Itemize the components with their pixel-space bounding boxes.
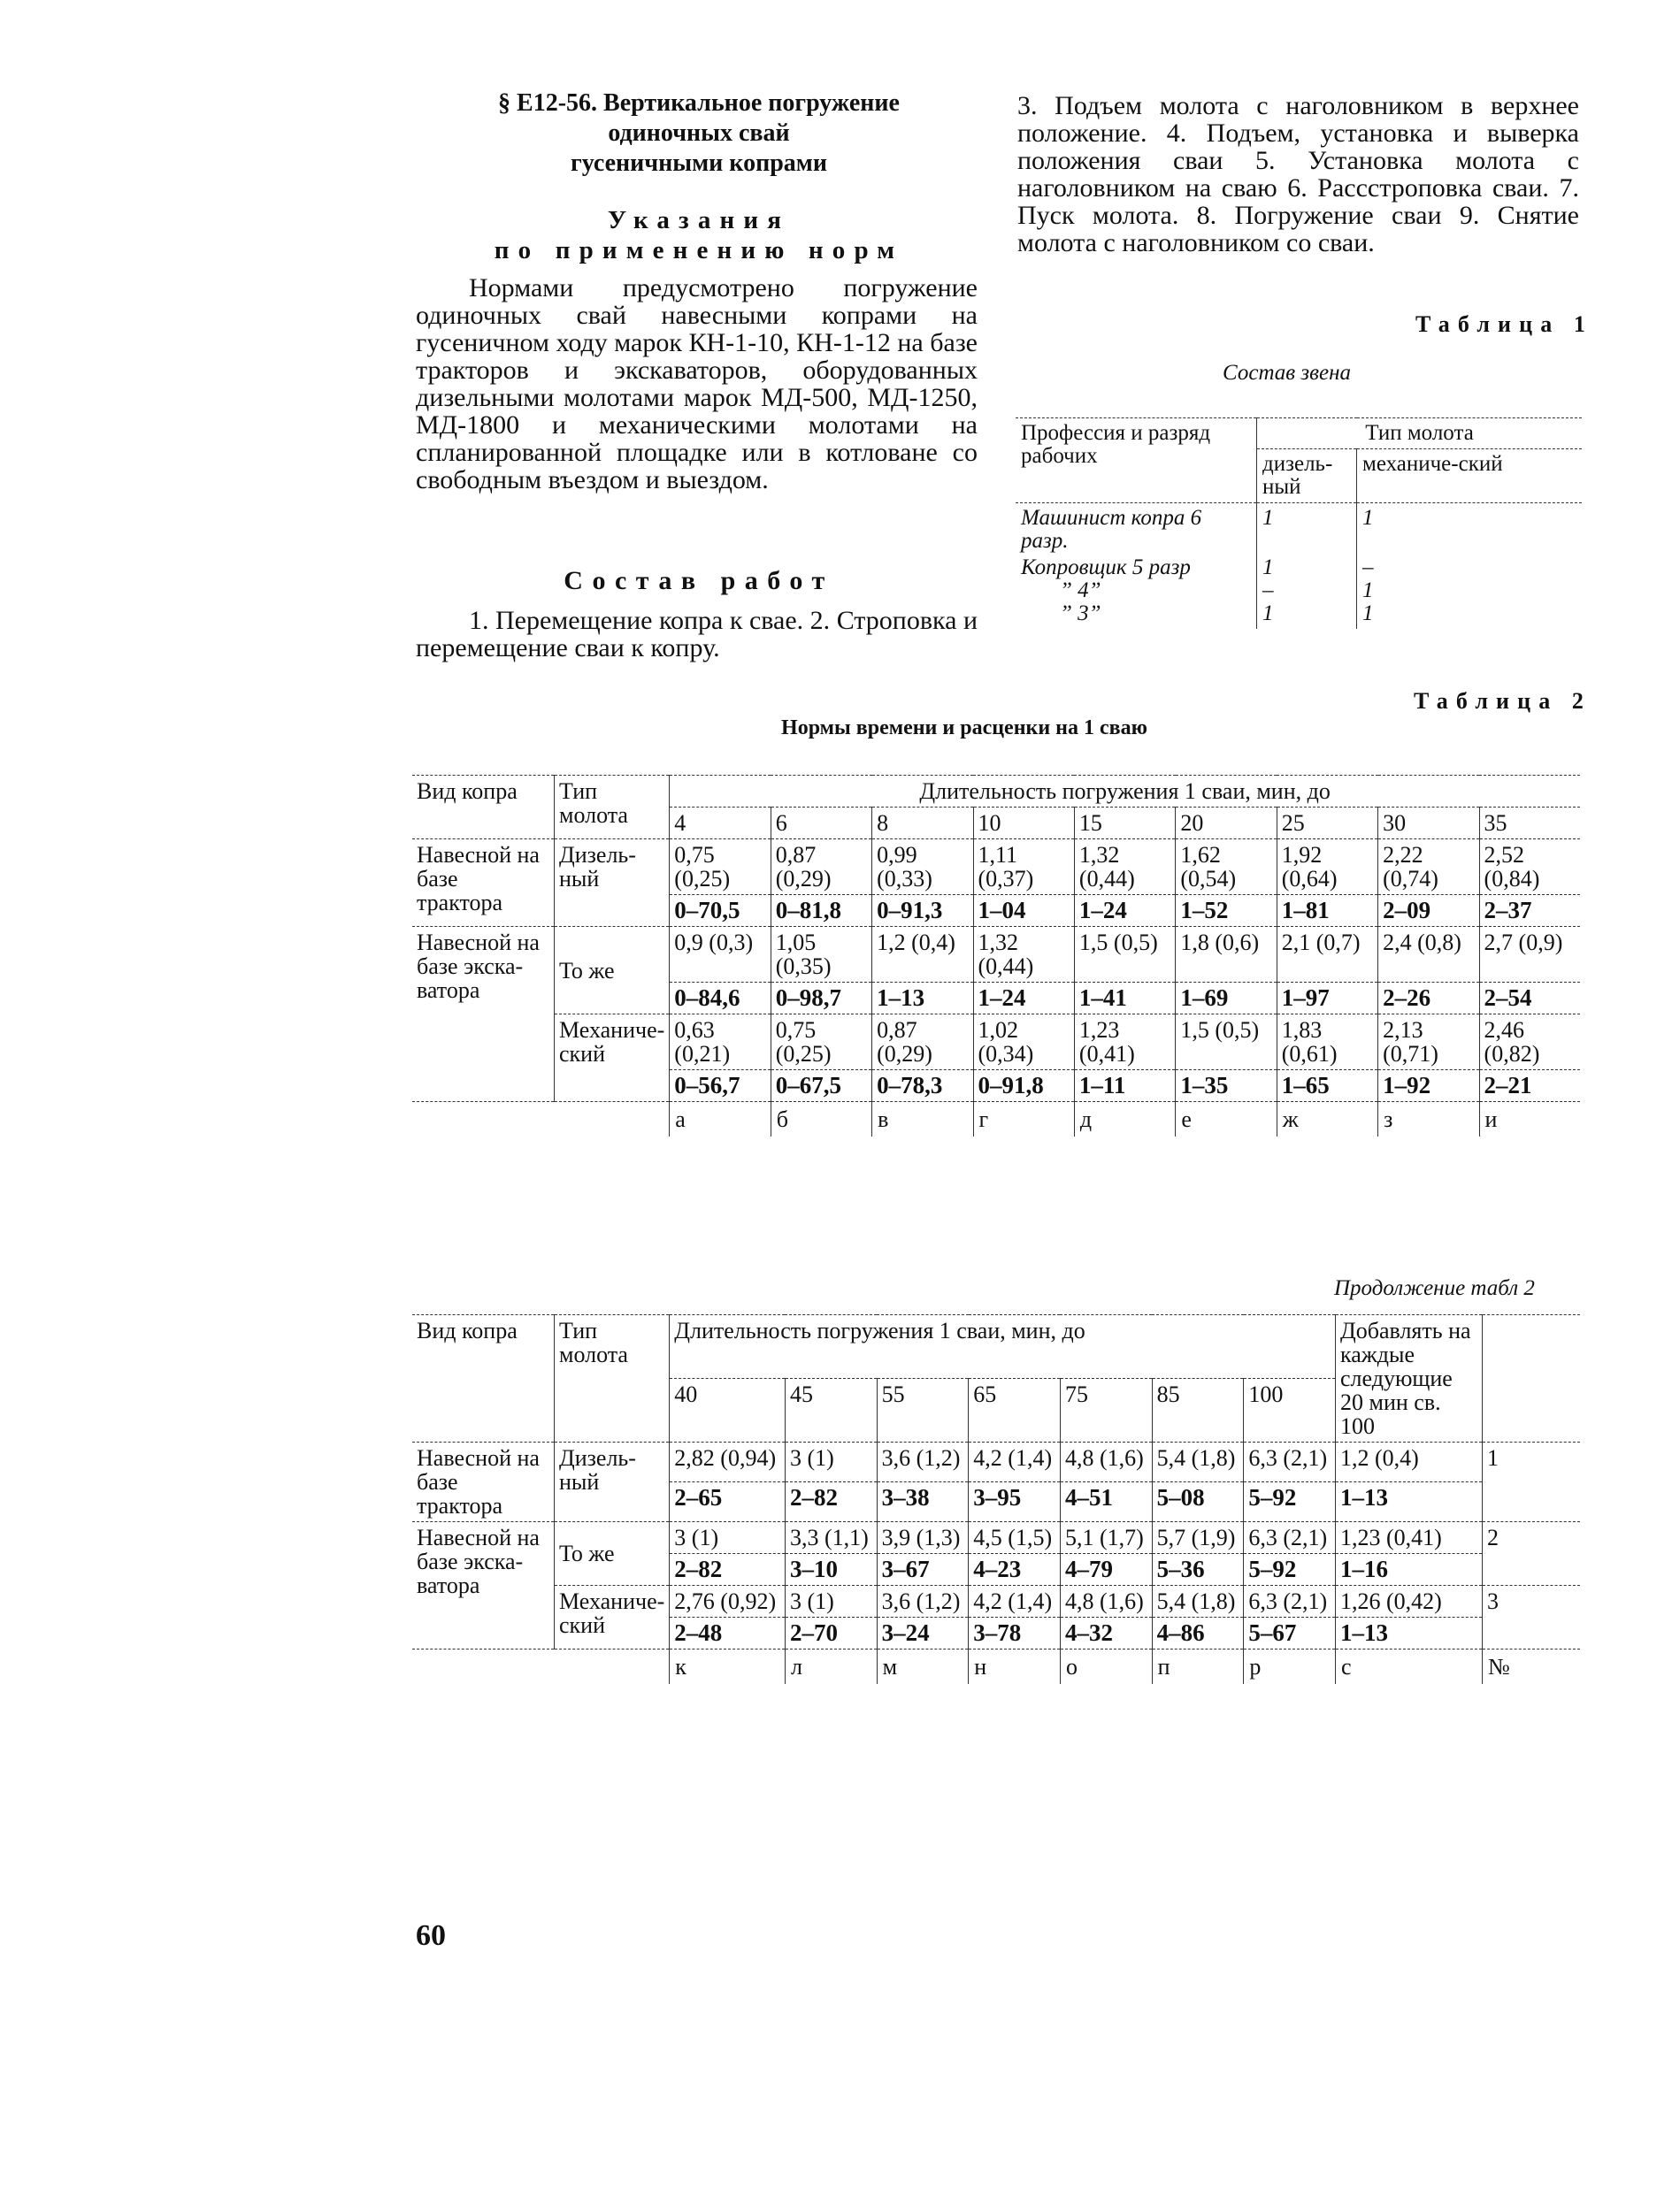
table1-row-mech: – (1357, 556, 1583, 579)
table2b-row-number: 3 (1483, 1586, 1581, 1649)
table2b-header-duration: Длительность погружения 1 сваи, мин, до (670, 1315, 1336, 1379)
table2b-rate-cell: 2–82 (670, 1554, 786, 1586)
table1-header-mech: механиче-ский (1357, 449, 1583, 503)
table2b-continuation-label: Продолжение табл 2 (1334, 1276, 1535, 1300)
table2-norm-cell: 1,02 (0,34) (973, 1014, 1074, 1070)
table1-label: Таблица 1 (1415, 311, 1593, 337)
table2b-norm-cell: 1,23 (0,41) (1336, 1522, 1483, 1554)
table2-rate-cell: 2–37 (1479, 895, 1580, 927)
table2-norm-cell: 2,46 (0,82) (1479, 1014, 1580, 1070)
table2-rate-cell: 1–97 (1277, 983, 1377, 1014)
table2-rate-cell: 1–81 (1277, 895, 1377, 927)
table2-row-kopr: Навесной на базе экска-ватора (417, 930, 540, 1003)
table2-header-kopr: Вид копра (417, 778, 518, 804)
table2b-rate-cell: 3–95 (969, 1482, 1061, 1522)
table2b-rate-cell: 5–92 (1244, 1554, 1336, 1586)
guidance-heading-line2: по применению норм (494, 236, 904, 264)
table2b-norm-cell: 4,8 (1,6) (1060, 1443, 1152, 1482)
table2b (412, 1314, 1580, 1684)
table2-rate-cell: 0–78,3 (872, 1070, 973, 1102)
section-title-line3: гусеничными копрами (571, 149, 827, 177)
table2-letter-cell: в (872, 1102, 973, 1137)
table1 (1016, 417, 1582, 629)
table2-rate-cell: 2–21 (1479, 1070, 1580, 1102)
table2-norm-cell: 1,62 (0,54) (1176, 839, 1277, 895)
table2b-letter-cell: л (785, 1649, 877, 1685)
table2b-letter-cell: н (969, 1649, 1061, 1685)
table1-row-profession: ” 3” (1060, 601, 1101, 625)
table2-rate-cell: 0–91,8 (973, 1070, 1074, 1102)
table2b-norm-cell: 3,6 (1,2) (877, 1586, 969, 1618)
table1-row-profession: Машинист копра 6 разр. (1021, 506, 1202, 553)
table2-letter-cell: а (670, 1102, 771, 1137)
table2b-norm-cell: 5,7 (1,9) (1152, 1522, 1244, 1554)
table2-label: Таблица 2 (1414, 688, 1591, 714)
table2b-rate-cell: 5–92 (1244, 1482, 1336, 1522)
table2b-rate-cell: 3–78 (969, 1618, 1061, 1649)
table2-rate-cell: 0–91,3 (872, 895, 973, 927)
table2-rate-cell: 0–67,5 (771, 1070, 871, 1102)
table2-row-kopr: Навесной на базе трактора (417, 842, 540, 915)
table2-rate-cell: 1–13 (872, 983, 973, 1014)
table2b-letter-cell: к (670, 1649, 786, 1685)
table2b-norm-cell: 3 (1) (670, 1522, 786, 1554)
table2b-rate-cell: 2–70 (785, 1618, 877, 1649)
table2-rate-cell: 1–11 (1074, 1070, 1175, 1102)
table2b-duration-cell: 75 (1060, 1379, 1152, 1443)
table2b-letter-cell: м (877, 1649, 969, 1685)
table2b-norm-cell: 3 (1) (785, 1443, 877, 1482)
table2-letter-cell: з (1378, 1102, 1479, 1137)
table2-rate-cell: 1–52 (1176, 895, 1277, 927)
table2-letter-cell: е (1176, 1102, 1277, 1137)
table2b-duration-cell: 55 (877, 1379, 969, 1443)
table2-norm-cell: 0,99 (0,33) (872, 839, 973, 895)
table2b-rate-cell: 2–82 (785, 1482, 877, 1522)
table2b-norm-cell: 5,4 (1,8) (1152, 1586, 1244, 1618)
table2-norm-cell: 1,11 (0,37) (973, 839, 1074, 895)
table2-rate-cell: 0–84,6 (670, 983, 771, 1014)
table2-duration-cell: 35 (1479, 807, 1580, 839)
table2b-rate-cell: 5–08 (1152, 1482, 1244, 1522)
table2-norm-cell: 1,5 (0,5) (1176, 1014, 1277, 1070)
table2-rate-cell: 0–70,5 (670, 895, 771, 927)
table2b-row-kopr: Навесной на базе экска-ватора (417, 1525, 540, 1598)
page-number: 60 (416, 1919, 446, 1952)
table2b-rate-cell: 1–16 (1336, 1554, 1483, 1586)
table2b-duration-cell: 40 (670, 1379, 786, 1443)
table2-rate-cell: 1–24 (973, 983, 1074, 1014)
table2b-letter-cell: п (1152, 1649, 1244, 1685)
table2-norm-cell: 1,05 (0,35) (771, 927, 871, 983)
table2-duration-cell: 8 (872, 807, 973, 839)
table2b-rate-cell: 3–24 (877, 1618, 969, 1649)
table2b-rate-cell: 1–13 (1336, 1618, 1483, 1649)
table2b-norm-cell: 5,1 (1,7) (1060, 1522, 1152, 1554)
table1-header-diesel: дизель-ный (1257, 449, 1357, 503)
table2b-norm-cell: 4,5 (1,5) (969, 1522, 1061, 1554)
table2-rate-cell: 1–04 (973, 895, 1074, 927)
table2b-rate-cell: 4–32 (1060, 1618, 1152, 1649)
table2-rate-cell: 2–26 (1378, 983, 1479, 1014)
table2b-letters-row (412, 1649, 1580, 1685)
table2-norm-cell: 0,75 (0,25) (670, 839, 771, 895)
table2b-norm-cell: 3 (1) (785, 1586, 877, 1618)
section-title-line2: одиночных свай (608, 119, 790, 147)
table2b-rate-cell: 4–79 (1060, 1554, 1152, 1586)
table2-norm-cell: 0,87 (0,29) (771, 839, 871, 895)
table2-norm-cell: 1,8 (0,6) (1176, 927, 1277, 983)
table1-row-mech: 1 (1357, 602, 1583, 629)
table2-norm-cell: 2,22 (0,74) (1378, 839, 1479, 895)
works-text-right: 3. Подъем молота с наголовником в верхнее положение. 4. Подъем, установка и выверка положения сваи 5. Установка молота с наголовником на сваю 6. Рассстроповка сваи. 7. Пуск молота. 8. Погружение сваи 9. Снятие молота с наголовником со сваи. (1017, 91, 1579, 257)
table2b-norm-cell: 6,3 (2,1) (1244, 1586, 1336, 1618)
section-title (416, 88, 982, 179)
table2-norm-cell: 1,83 (0,61) (1277, 1014, 1377, 1070)
table2b-norm-cell: 1,2 (0,4) (1336, 1443, 1483, 1482)
table2-rate-cell: 1–69 (1176, 983, 1277, 1014)
table2-rate-cell: 1–65 (1277, 1070, 1377, 1102)
table2b-rate-cell: 5–36 (1152, 1554, 1244, 1586)
table2b-duration-cell: 100 (1244, 1379, 1336, 1443)
table2b-norm-cell: 3,9 (1,3) (877, 1522, 969, 1554)
table2b-duration-cell: 65 (969, 1379, 1061, 1443)
table2-norm-cell: 1,32 (0,44) (973, 927, 1074, 983)
table2b-norm-cell: 1,26 (0,42) (1336, 1586, 1483, 1618)
table2b-letter-cell: с (1336, 1649, 1483, 1685)
table2b-rate-cell: 4–86 (1152, 1618, 1244, 1649)
works-heading: Состав работ (564, 566, 834, 595)
table2b-header-hammer: Тип молота (555, 1315, 670, 1443)
table2b-letter-cell: р (1244, 1649, 1336, 1685)
table2b-row-hammer: Механиче-ский (555, 1586, 670, 1649)
table1-row-diesel: – (1257, 579, 1357, 602)
table2-letter-cell: б (771, 1102, 871, 1137)
table1-caption: Состав звена (1223, 361, 1352, 385)
table2-caption: Нормы времени и расценки на 1 сваю (781, 716, 1147, 739)
table2b-row-number: 2 (1483, 1522, 1581, 1586)
table2b-header-add: Добавлять на каждые следующие 20 мин св. 100 (1336, 1315, 1483, 1443)
table1-row-diesel: 1 (1257, 503, 1357, 557)
table2-duration-cell: 6 (771, 807, 871, 839)
table2-duration-cell: 4 (670, 807, 771, 839)
table2-row-hammer: Механиче-ский (555, 1014, 670, 1102)
guidance-heading (416, 205, 982, 265)
table2b-rate-cell: 3–67 (877, 1554, 969, 1586)
table2-norm-cell: 0,75 (0,25) (771, 1014, 871, 1070)
table2b-norm-cell: 5,4 (1,8) (1152, 1443, 1244, 1482)
table1-row-profession: Копровщик 5 разр (1021, 555, 1191, 579)
table2b-letter-cell: о (1060, 1649, 1152, 1685)
table2b-row-kopr: Навесной на базе трактора (417, 1445, 540, 1519)
table2-rate-cell: 0–56,7 (670, 1070, 771, 1102)
table2b-rate-cell: 2–65 (670, 1482, 786, 1522)
table2-letter-cell: д (1074, 1102, 1175, 1137)
table2b-rate-cell: 4–23 (969, 1554, 1061, 1586)
table2b-row-number: 1 (1483, 1443, 1581, 1522)
table2b-header-kopr: Вид копра (417, 1318, 518, 1343)
table2-rate-cell: 1–92 (1378, 1070, 1479, 1102)
table2b-norm-cell: 6,3 (2,1) (1244, 1443, 1336, 1482)
table2-norm-cell: 2,1 (0,7) (1277, 927, 1377, 983)
table2b-rate-cell: 2–48 (670, 1618, 786, 1649)
table2-norm-cell: 2,7 (0,9) (1479, 927, 1580, 983)
table2-norm-cell: 2,52 (0,84) (1479, 839, 1580, 895)
table2-norm-cell: 1,92 (0,64) (1277, 839, 1377, 895)
table2-norm-cell: 1,5 (0,5) (1074, 927, 1175, 983)
table2-duration-cell: 15 (1074, 807, 1175, 839)
table2b-rate-cell: 4–51 (1060, 1482, 1152, 1522)
table2-rate-cell: 1–35 (1176, 1070, 1277, 1102)
table2b-norm-cell: 4,8 (1,6) (1060, 1586, 1152, 1618)
table1-row-mech: 1 (1357, 579, 1583, 602)
table2-rate-cell: 0–98,7 (771, 983, 871, 1014)
table2-norm-cell: 0,87 (0,29) (872, 1014, 973, 1070)
table2b-norm-cell: 3,6 (1,2) (877, 1443, 969, 1482)
table2b-row-hammer: То же (555, 1522, 670, 1586)
works-text-left: 1. Перемещение копра к свае. 2. Строповка и перемещение сваи к копру. (416, 606, 978, 662)
table2-norm-cell: 1,32 (0,44) (1074, 839, 1175, 895)
table2-norm-cell: 0,63 (0,21) (670, 1014, 771, 1070)
table2-norm-cell: 1,2 (0,4) (872, 927, 973, 983)
guidance-text: Нормами предусмотрено погружение одиночных свай навесными копрами на гусеничном ходу марок КН-1-10, КН-1-12 на базе тракторов и экскаваторов, оборудованных дизельными молотами марок МД-500, МД-1250, МД-1800 и механическими молотами на спланированной площадке или в котловане со свободным въездом и выездом. (416, 273, 978, 494)
table2b-norm-cell: 6,3 (2,1) (1244, 1522, 1336, 1554)
table2-duration-cell: 10 (973, 807, 1074, 839)
table2-rate-cell: 2–09 (1378, 895, 1479, 927)
table2-norm-cell: 1,23 (0,41) (1074, 1014, 1175, 1070)
table1-row-diesel: 1 (1257, 556, 1357, 579)
table1-row-diesel: 1 (1257, 602, 1357, 629)
table2b-row-hammer: Дизель-ный (555, 1443, 670, 1522)
table2b-rate-cell: 3–10 (785, 1554, 877, 1586)
table2 (412, 775, 1580, 1137)
table2b-letter-cell: № (1483, 1649, 1581, 1685)
table2b-rate-cell: 3–38 (877, 1482, 969, 1522)
table2-letters-row (412, 1102, 1580, 1137)
table2-row-hammer: Дизель-ный (555, 839, 670, 927)
table2-letter-cell: ж (1277, 1102, 1377, 1137)
table1-header-profession: Профессия и разряд рабочих (1021, 421, 1211, 468)
table2b-norm-cell: 2,82 (0,94) (670, 1443, 786, 1482)
table2b-duration-cell: 45 (785, 1379, 877, 1443)
table2-letter-cell: и (1479, 1102, 1580, 1137)
table2b-norm-cell: 4,2 (1,4) (969, 1443, 1061, 1482)
table2b-duration-cell: 85 (1152, 1379, 1244, 1443)
table2-duration-cell: 25 (1277, 807, 1377, 839)
table1-row-mech: 1 (1357, 503, 1583, 557)
table2b-rate-cell: 1–13 (1336, 1482, 1483, 1522)
table2-norm-cell: 0,9 (0,3) (670, 927, 771, 983)
table1-row-profession: ” 4” (1060, 578, 1101, 602)
table2-header-duration: Длительность погружения 1 сваи, мин, до (670, 776, 1580, 807)
table2-rate-cell: 0–81,8 (771, 895, 871, 927)
table2-header-hammer: Тип молота (555, 776, 670, 839)
table2b-norm-cell: 4,2 (1,4) (969, 1586, 1061, 1618)
table2-letter-cell: г (973, 1102, 1074, 1137)
table2b-norm-cell: 2,76 (0,92) (670, 1586, 786, 1618)
table1-header-hammer: Тип молота (1257, 418, 1583, 449)
table2-rate-cell: 1–24 (1074, 895, 1175, 927)
table2-duration-cell: 20 (1176, 807, 1277, 839)
section-title-line1: § Е12-56. Вертикальное погружение (498, 89, 900, 117)
table2-norm-cell: 2,13 (0,71) (1378, 1014, 1479, 1070)
table2-rate-cell: 1–41 (1074, 983, 1175, 1014)
guidance-heading-line1: Указания (607, 206, 791, 234)
table2-norm-cell: 2,4 (0,8) (1378, 927, 1479, 983)
table2-row-hammer: То же (555, 927, 670, 1014)
table2b-rate-cell: 5–67 (1244, 1618, 1336, 1649)
table2-rate-cell: 2–54 (1479, 983, 1580, 1014)
table2b-norm-cell: 3,3 (1,1) (785, 1522, 877, 1554)
table2-duration-cell: 30 (1378, 807, 1479, 839)
